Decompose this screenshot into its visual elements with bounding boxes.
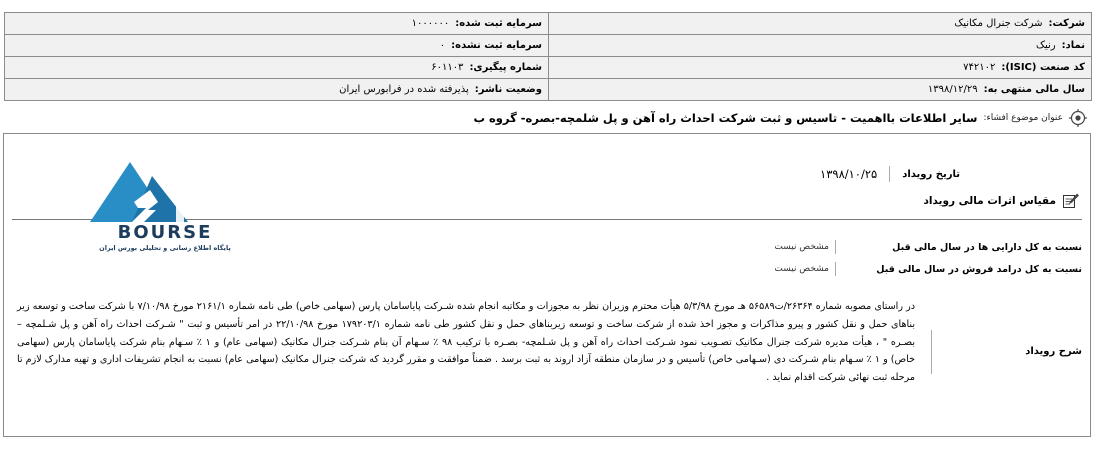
industry-code-cell (549, 57, 1092, 79)
edit-icon (1062, 192, 1080, 210)
registered-capital-value: ۱۰۰۰۰۰۰ (411, 18, 450, 29)
company-cell (549, 13, 1092, 35)
registered-capital-label: سرمایه ثبت شده: (455, 18, 542, 29)
unregistered-capital-value: ۰ (439, 40, 446, 51)
info-row (5, 35, 1092, 57)
event-date-row (820, 166, 960, 182)
company-value: شرکت جنرال مکانیک (954, 18, 1043, 29)
industry-code-value: ۷۴۲۱۰۲ (963, 62, 996, 73)
info-row (5, 13, 1092, 35)
logo-tagline: پایگاه اطلاع رسانی و تحلیلی بورس ایران (99, 244, 231, 252)
publisher-status-value: پذیرفته شده در فرابورس ایران (339, 84, 469, 95)
event-date-value: ۱۳۹۸/۱۰/۲۵ (820, 167, 878, 181)
target-icon (1069, 109, 1087, 127)
tracking-value: ۶۰۱۱۰۳ (431, 62, 464, 73)
logo-brand: BOURSE (117, 222, 213, 243)
date-separator (889, 166, 890, 182)
ratio-assets-row (774, 240, 1082, 254)
subject-prefix: عنوان موضوع افشاء: (983, 113, 1063, 123)
event-description-text: در راستای مصوبه شماره ۲۶۳۶۴/ت۵۶۵۸۹ هـ مورخ ۵/۳/۹۸ هیأت محترم وزیران نظر به مجوزات و مکاتبه انجام شده شـرکت پایاسامان پارس (سهامی خاص) طی نامه شماره ۲۱۶۱/۱ مورخ ۷/۱۰/۹۸ با شرکت ساخت و توسعه زیر بناهای حمل و نقل کشور و پیرو مذاکرات و مجوز اخذ شده از شرکت ساخت و توسعه زیربناهای حمل و نقل کشور طی نامه شماره ۱۷۹۲۰۳/۱ مورخ ۲۲/۱۰/۹۸ در امر تأسیس و ثبت " شـرکت احداث راه آهن و پل شـلمچه – بصـره " ، هیأت مدیره شرکت جنرال مکانیک تصـویب نمود شـرکت احداث راه آهن و پل شـلمچه- بصـره با ترکیب ۹۸ ٪ سـهام آن بنام شـرکت جنرال مکانیک (سهامی عام) و ۱ ٪ سـهام بنام شرکت پایاسامان پارس (سهامی خاص) و ۱ ٪ سـهام بنام شـرکت دی (سـهامی خاص) تأسیس و در سازمان منطقه آزاد اروند به ثبت برسد . ضمناً موافقت و مقرر گردید که شرکت جنرال مکانیک (سهامی عام) نسبت به انجام تشریفات اداری و تهیه مدارک لازم تا مرحله ثبت نهائی شرکت اقدام نماید . (17, 301, 916, 384)
ratio-sales-value: مشخص نیست (774, 264, 829, 274)
ratio-assets-label: نسبت به کل دارایی ها در سال مالی قبل (892, 241, 1082, 253)
event-date-label: تاریخ رویداد (902, 168, 960, 180)
ratio-separator (835, 262, 836, 276)
symbol-label: نماد: (1061, 40, 1085, 51)
unregistered-capital-cell (5, 35, 549, 57)
publisher-status-label: وضعیت ناشر: (474, 84, 542, 95)
fiscal-year-label: سال مالی منتهی به: (983, 84, 1085, 95)
subject-title: سایر اطلاعات بااهمیت - تاسیس و ثبت شرکت احداث راه آهن و پل شلمچه-بصره- گروه ب (473, 111, 978, 125)
registered-capital-cell (5, 13, 549, 35)
publisher-status-cell (5, 79, 549, 101)
description-separator (931, 330, 932, 374)
industry-code-label: کد صنعت (ISIC): (1001, 62, 1085, 73)
info-row (5, 57, 1092, 79)
subject-line (473, 106, 1087, 130)
event-description-label: شرح رویداد (1025, 346, 1082, 357)
event-panel (3, 133, 1091, 437)
info-row (5, 79, 1092, 101)
tracking-cell (5, 57, 549, 79)
fiscal-year-value: ۱۳۹۸/۱۲/۲۹ (927, 84, 978, 95)
financial-impact-label: مقیاس اثرات مالی رویداد (923, 195, 1056, 207)
company-info-table (4, 12, 1092, 101)
symbol-cell (549, 35, 1092, 57)
ratio-sales-label: نسبت به کل درامد فروش در سال مالی قبل (876, 263, 1082, 275)
bourse-logo (90, 162, 240, 252)
tracking-label: شماره پیگیری: (469, 62, 542, 73)
symbol-value: رنیک (1036, 40, 1056, 51)
unregistered-capital-label: سرمایه ثبت نشده: (451, 40, 542, 51)
ratio-sales-row (774, 262, 1082, 276)
ratio-separator (835, 240, 836, 254)
company-label: شرکت: (1048, 18, 1085, 29)
fiscal-year-cell (549, 79, 1092, 101)
ratio-assets-value: مشخص نیست (774, 242, 829, 252)
financial-impact-title (923, 192, 1080, 210)
